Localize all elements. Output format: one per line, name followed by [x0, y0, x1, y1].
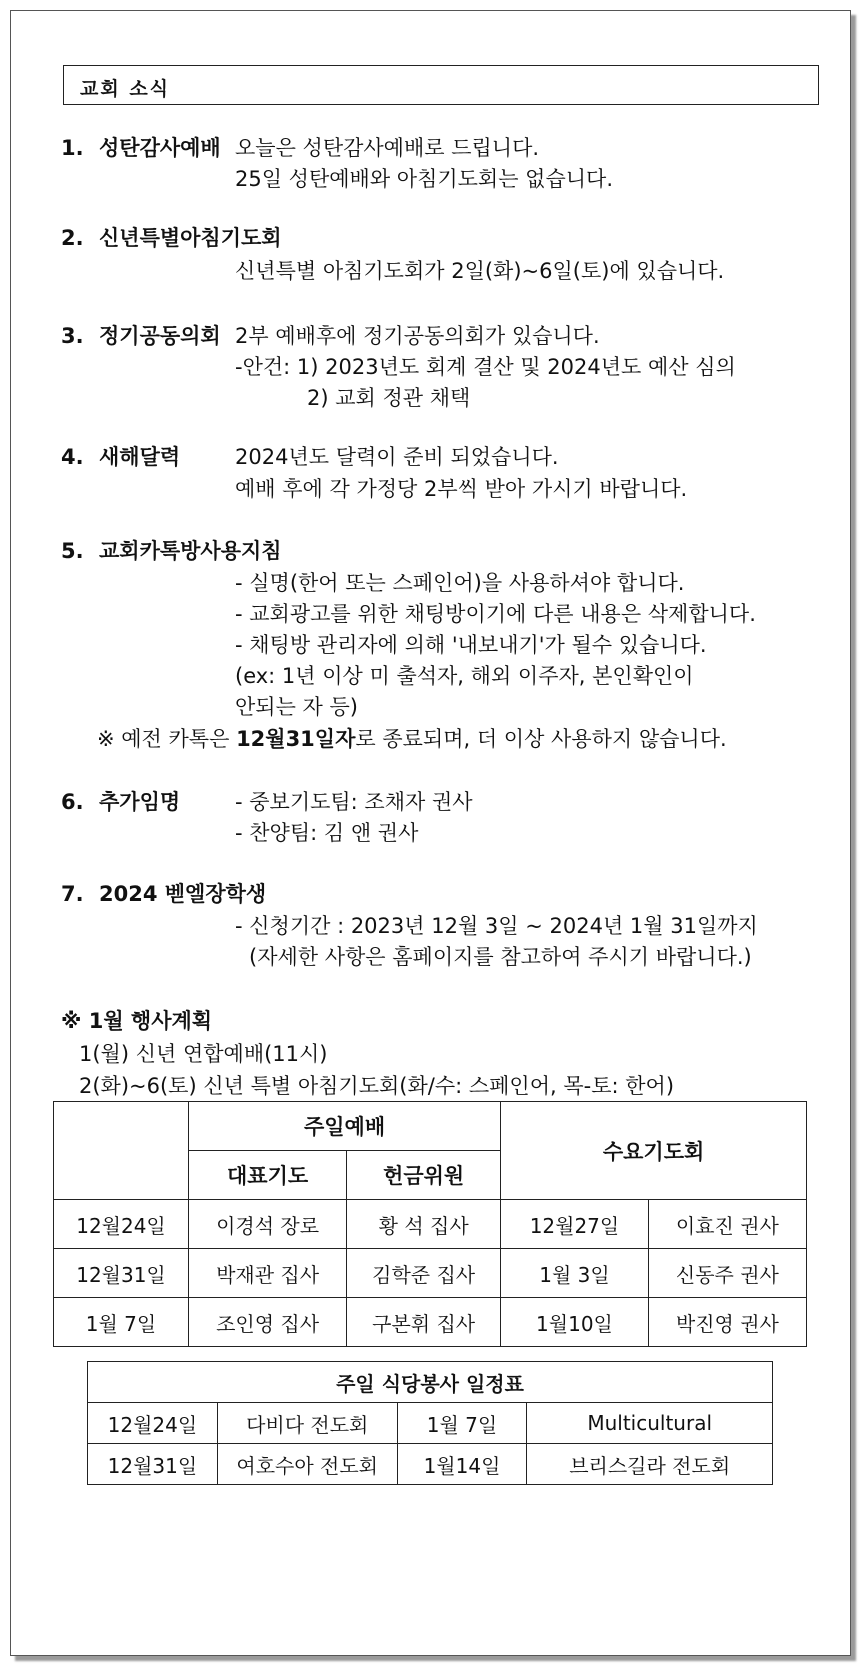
table-header-row — [54, 1102, 807, 1151]
meal-group: 브리스길라 전도회 — [527, 1444, 773, 1485]
events-line-2: 2(화)~6(토) 신년 특별 아침기도회(화/수: 스페인어, 목-토: 한어) — [79, 1074, 675, 1098]
wednesday-leader: 박진영 권사 — [648, 1298, 806, 1347]
item-4-line-1: 2024년도 달력이 준비 되었습니다. — [235, 445, 559, 469]
meal-table-title: 주일 식당봉사 일정표 — [88, 1362, 773, 1403]
table-row — [54, 1249, 807, 1298]
item-7-line-2: (자세한 사항은 홈페이지를 참고하여 주시기 바랍니다.) — [249, 945, 752, 969]
events-line-1: 1(월) 신년 연합예배(11시) — [79, 1042, 328, 1066]
wednesday-leader: 이효진 권사 — [648, 1200, 806, 1249]
item-2-number: 2. — [61, 226, 84, 250]
section-header — [63, 65, 819, 105]
meal-date: 1월 7일 — [397, 1403, 527, 1444]
item-3-line-3: 2) 교회 정관 채택 — [307, 386, 471, 410]
table-row — [88, 1444, 773, 1485]
sunday-date: 1월 7일 — [54, 1298, 189, 1347]
note-prefix: ※ 예전 카톡은 — [97, 727, 237, 751]
table-row — [54, 1200, 807, 1249]
item-5-line-1: - 실명(한어 또는 스페인어)을 사용하셔야 합니다. — [235, 571, 685, 595]
item-5-line-3: - 채팅방 관리자에 의해 '내보내기'가 될수 있습니다. — [235, 633, 707, 657]
prayer-leader: 이경석 장로 — [188, 1200, 346, 1249]
empty-corner-cell — [54, 1102, 189, 1200]
meal-group: Multicultural — [527, 1403, 773, 1444]
meal-date: 12월24일 — [88, 1403, 218, 1444]
item-2-title: 신년특별아침기도회 — [99, 226, 282, 250]
offering-committee-header: 헌금위원 — [347, 1151, 501, 1200]
meal-date: 12월31일 — [88, 1444, 218, 1485]
wednesday-date: 1월 3일 — [501, 1249, 649, 1298]
item-3-line-2: -안건: 1) 2023년도 회계 결산 및 2024년도 예산 심의 — [235, 355, 736, 379]
meal-header-row — [88, 1362, 773, 1403]
sunday-date: 12월31일 — [54, 1249, 189, 1298]
wednesday-leader: 신동주 권사 — [648, 1249, 806, 1298]
item-6-line-2: - 찬양팀: 김 앤 권사 — [235, 821, 419, 845]
meal-group: 여호수아 전도회 — [217, 1444, 397, 1485]
prayer-leader: 박재관 집사 — [188, 1249, 346, 1298]
table-row — [88, 1403, 773, 1444]
prayer-leader: 조인영 집사 — [188, 1298, 346, 1347]
wednesday-prayer-header: 수요기도회 — [501, 1102, 807, 1200]
item-1-number: 1. — [61, 136, 84, 160]
item-6-line-1: - 중보기도팀: 조채자 권사 — [235, 790, 473, 814]
sunday-worship-header: 주일예배 — [188, 1102, 500, 1151]
meal-date: 1월14일 — [397, 1444, 527, 1485]
meal-service-table — [87, 1361, 773, 1485]
note-bold-date: 12월31일자 — [236, 727, 356, 751]
item-3-number: 3. — [61, 324, 84, 348]
offering-member: 황 석 집사 — [347, 1200, 501, 1249]
item-2-line-1: 신년특별 아침기도회가 2일(화)~6일(토)에 있습니다. — [235, 259, 725, 283]
bulletin-page — [10, 10, 851, 1656]
item-4-number: 4. — [61, 445, 84, 469]
item-7-title: 2024 벧엘장학생 — [99, 882, 267, 906]
item-1-line-1: 오늘은 성탄감사예배로 드립니다. — [235, 136, 540, 160]
item-1-line-2: 25일 성탄예배와 아침기도회는 없습니다. — [235, 167, 613, 191]
meal-group: 다비다 전도회 — [217, 1403, 397, 1444]
item-6-title: 추가임명 — [99, 790, 181, 814]
section-title: 교회 소식 — [80, 78, 171, 100]
item-6-number: 6. — [61, 790, 84, 814]
item-5-note — [97, 726, 727, 752]
offering-member: 김학준 집사 — [347, 1249, 501, 1298]
item-4-line-2: 예배 후에 각 가정당 2부씩 받아 가시기 바랍니다. — [235, 477, 688, 501]
table-row — [54, 1298, 807, 1347]
sunday-date: 12월24일 — [54, 1200, 189, 1249]
wednesday-date: 1월10일 — [501, 1298, 649, 1347]
item-4-title: 새해달력 — [99, 445, 181, 469]
item-7-line-1: - 신청기간 : 2023년 12월 3일 ~ 2024년 1월 31일까지 — [235, 914, 758, 938]
worship-schedule-table — [53, 1101, 807, 1347]
prayer-leader-header: 대표기도 — [188, 1151, 346, 1200]
item-5-title: 교회카톡방사용지침 — [99, 539, 282, 563]
note-suffix: 로 종료되며, 더 이상 사용하지 않습니다. — [355, 727, 727, 751]
offering-member: 구본휘 집사 — [347, 1298, 501, 1347]
item-3-title: 정기공동의회 — [99, 324, 221, 348]
item-5-line-5: 안되는 자 등) — [235, 695, 358, 719]
item-3-line-1: 2부 예배후에 정기공동의회가 있습니다. — [235, 324, 600, 348]
item-1-title: 성탄감사예배 — [99, 136, 221, 160]
item-5-line-2: - 교회광고를 위한 채팅방이기에 다른 내용은 삭제합니다. — [235, 602, 756, 626]
item-5-line-4: (ex: 1년 이상 미 출석자, 해외 이주자, 본인확인이 — [235, 664, 694, 688]
events-title: ※ 1월 행사계획 — [61, 1009, 213, 1033]
item-5-number: 5. — [61, 539, 84, 563]
wednesday-date: 12월27일 — [501, 1200, 649, 1249]
item-7-number: 7. — [61, 882, 84, 906]
